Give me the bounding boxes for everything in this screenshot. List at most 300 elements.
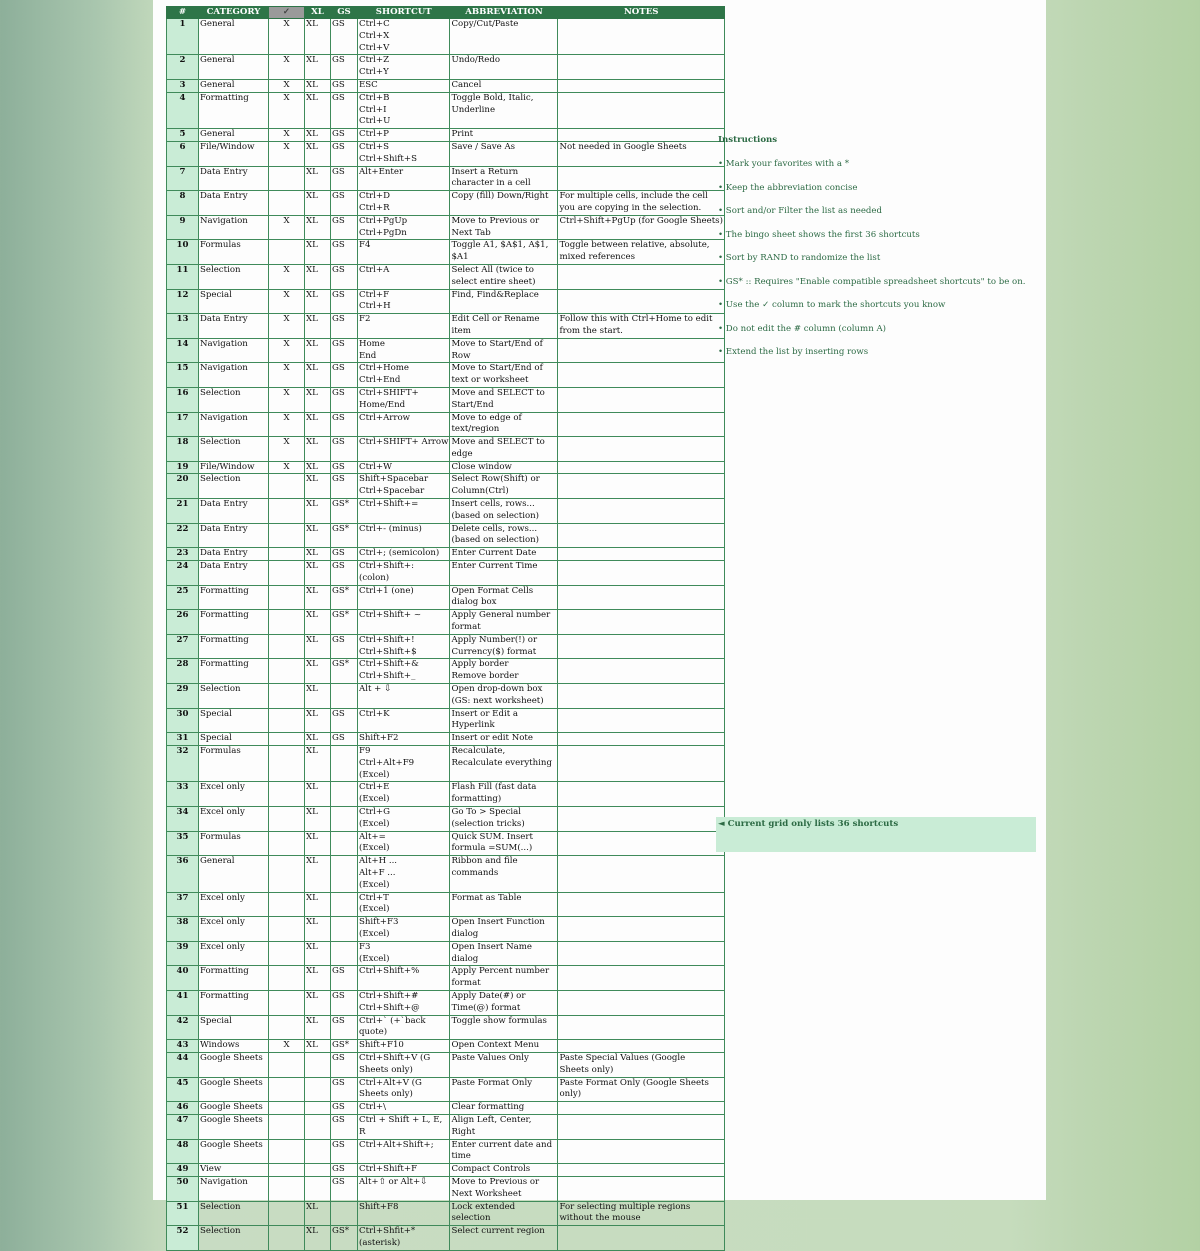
row-number-cell[interactable]: 14: [167, 338, 199, 363]
shortcut-cell[interactable]: Ctrl+Shift+=: [358, 499, 450, 524]
category-cell[interactable]: View: [199, 1164, 269, 1177]
category-cell[interactable]: Google Sheets: [199, 1102, 269, 1115]
abbreviation-cell[interactable]: Open drop-down box (GS: next worksheet): [450, 684, 558, 709]
check-cell[interactable]: [269, 1114, 305, 1139]
header-check[interactable]: ✓: [269, 7, 305, 19]
shortcut-cell[interactable]: Ctrl + Shift + L, E, R: [358, 1114, 450, 1139]
row-number-cell[interactable]: 44: [167, 1052, 199, 1077]
category-cell[interactable]: Selection: [199, 264, 269, 289]
check-cell[interactable]: [269, 1102, 305, 1115]
shortcut-cell[interactable]: Ctrl+PgUp Ctrl+PgDn: [358, 215, 450, 240]
row-number-cell[interactable]: 3: [167, 79, 199, 92]
abbreviation-cell[interactable]: Move to Start/End of text or worksheet: [450, 363, 558, 388]
shortcut-cell[interactable]: Ctrl+Shift+& Ctrl+Shift+_: [358, 659, 450, 684]
abbreviation-cell[interactable]: Enter Current Time: [450, 561, 558, 586]
category-cell[interactable]: General: [199, 55, 269, 80]
category-cell[interactable]: Formatting: [199, 990, 269, 1015]
row-number-cell[interactable]: 22: [167, 523, 199, 548]
shortcut-cell[interactable]: Ctrl+T (Excel): [358, 892, 450, 917]
xl-cell[interactable]: [305, 1139, 331, 1164]
check-cell[interactable]: X: [269, 141, 305, 166]
xl-cell[interactable]: XL: [305, 79, 331, 92]
check-cell[interactable]: [269, 1015, 305, 1040]
gs-cell[interactable]: GS: [331, 1164, 358, 1177]
row-number-cell[interactable]: 2: [167, 55, 199, 80]
abbreviation-cell[interactable]: Paste Format Only: [450, 1077, 558, 1102]
xl-cell[interactable]: XL: [305, 289, 331, 314]
notes-cell[interactable]: [558, 634, 725, 659]
row-number-cell[interactable]: 43: [167, 1040, 199, 1053]
shortcut-cell[interactable]: Alt+Enter: [358, 166, 450, 191]
check-cell[interactable]: [269, 684, 305, 709]
xl-cell[interactable]: XL: [305, 499, 331, 524]
check-cell[interactable]: [269, 856, 305, 892]
check-cell[interactable]: [269, 1052, 305, 1077]
check-cell[interactable]: [269, 1201, 305, 1226]
abbreviation-cell[interactable]: Apply Date(#) or Time(@) format: [450, 990, 558, 1015]
check-cell[interactable]: [269, 548, 305, 561]
gs-cell[interactable]: GS: [331, 474, 358, 499]
category-cell[interactable]: Data Entry: [199, 314, 269, 339]
header-notes[interactable]: NOTES: [558, 7, 725, 19]
notes-cell[interactable]: [558, 659, 725, 684]
check-cell[interactable]: [269, 659, 305, 684]
gs-cell[interactable]: GS: [331, 733, 358, 746]
shortcut-cell[interactable]: Ctrl+Alt+V (G Sheets only): [358, 1077, 450, 1102]
notes-cell[interactable]: [558, 708, 725, 733]
shortcut-cell[interactable]: ESC: [358, 79, 450, 92]
abbreviation-cell[interactable]: Paste Values Only: [450, 1052, 558, 1077]
check-cell[interactable]: [269, 941, 305, 966]
shortcut-cell[interactable]: Ctrl+S Ctrl+Shift+S: [358, 141, 450, 166]
abbreviation-cell[interactable]: Edit Cell or Rename item: [450, 314, 558, 339]
row-number-cell[interactable]: 17: [167, 412, 199, 437]
notes-cell[interactable]: [558, 1040, 725, 1053]
notes-cell[interactable]: [558, 289, 725, 314]
xl-cell[interactable]: XL: [305, 807, 331, 832]
notes-cell[interactable]: [558, 1102, 725, 1115]
xl-cell[interactable]: XL: [305, 782, 331, 807]
xl-cell[interactable]: XL: [305, 1201, 331, 1226]
abbreviation-cell[interactable]: Save / Save As: [450, 141, 558, 166]
shortcut-cell[interactable]: Ctrl+1 (one): [358, 585, 450, 610]
shortcut-cell[interactable]: Ctrl+P: [358, 129, 450, 142]
row-number-cell[interactable]: 12: [167, 289, 199, 314]
xl-cell[interactable]: XL: [305, 191, 331, 216]
gs-cell[interactable]: GS: [331, 314, 358, 339]
check-cell[interactable]: [269, 831, 305, 856]
category-cell[interactable]: Data Entry: [199, 548, 269, 561]
shortcut-cell[interactable]: Ctrl+Shift+# Ctrl+Shift+@: [358, 990, 450, 1015]
notes-cell[interactable]: [558, 166, 725, 191]
gs-cell[interactable]: GS: [331, 191, 358, 216]
gs-cell[interactable]: [331, 941, 358, 966]
notes-cell[interactable]: [558, 1164, 725, 1177]
category-cell[interactable]: Excel only: [199, 917, 269, 942]
category-cell[interactable]: Navigation: [199, 215, 269, 240]
row-number-cell[interactable]: 27: [167, 634, 199, 659]
shortcut-cell[interactable]: F2: [358, 314, 450, 339]
xl-cell[interactable]: [305, 1077, 331, 1102]
shortcut-cell[interactable]: Shift+Spacebar Ctrl+Spacebar: [358, 474, 450, 499]
gs-cell[interactable]: GS: [331, 1139, 358, 1164]
header-abbreviation[interactable]: ABBREVIATION: [450, 7, 558, 19]
category-cell[interactable]: Formulas: [199, 746, 269, 782]
xl-cell[interactable]: XL: [305, 892, 331, 917]
check-cell[interactable]: [269, 499, 305, 524]
gs-cell[interactable]: [331, 892, 358, 917]
abbreviation-cell[interactable]: Find, Find&Replace: [450, 289, 558, 314]
check-cell[interactable]: [269, 782, 305, 807]
gs-cell[interactable]: [331, 684, 358, 709]
notes-cell[interactable]: [558, 1114, 725, 1139]
gs-cell[interactable]: GS: [331, 240, 358, 265]
xl-cell[interactable]: XL: [305, 610, 331, 635]
abbreviation-cell[interactable]: Insert a Return character in a cell: [450, 166, 558, 191]
shortcut-cell[interactable]: Ctrl+; (semicolon): [358, 548, 450, 561]
row-number-cell[interactable]: 52: [167, 1226, 199, 1251]
notes-cell[interactable]: [558, 733, 725, 746]
abbreviation-cell[interactable]: Flash Fill (fast data formatting): [450, 782, 558, 807]
check-cell[interactable]: [269, 733, 305, 746]
category-cell[interactable]: Formatting: [199, 634, 269, 659]
xl-cell[interactable]: XL: [305, 437, 331, 462]
row-number-cell[interactable]: 47: [167, 1114, 199, 1139]
header-shortcut[interactable]: SHORTCUT: [358, 7, 450, 19]
category-cell[interactable]: Selection: [199, 1201, 269, 1226]
category-cell[interactable]: Selection: [199, 387, 269, 412]
xl-cell[interactable]: XL: [305, 746, 331, 782]
notes-cell[interactable]: [558, 92, 725, 128]
abbreviation-cell[interactable]: Move to Start/End of Row: [450, 338, 558, 363]
category-cell[interactable]: Navigation: [199, 363, 269, 388]
category-cell[interactable]: File/Window: [199, 141, 269, 166]
row-number-cell[interactable]: 4: [167, 92, 199, 128]
row-number-cell[interactable]: 38: [167, 917, 199, 942]
check-cell[interactable]: [269, 166, 305, 191]
row-number-cell[interactable]: 36: [167, 856, 199, 892]
row-number-cell[interactable]: 7: [167, 166, 199, 191]
abbreviation-cell[interactable]: Copy/Cut/Paste: [450, 19, 558, 55]
abbreviation-cell[interactable]: Insert or Edit a Hyperlink: [450, 708, 558, 733]
notes-cell[interactable]: [558, 782, 725, 807]
row-number-cell[interactable]: 23: [167, 548, 199, 561]
gs-cell[interactable]: GS: [331, 1176, 358, 1201]
category-cell[interactable]: Excel only: [199, 782, 269, 807]
shortcut-cell[interactable]: Shift+F10: [358, 1040, 450, 1053]
check-cell[interactable]: [269, 966, 305, 991]
abbreviation-cell[interactable]: Enter Current Date: [450, 548, 558, 561]
shortcut-cell[interactable]: Alt+H ... Alt+F ... (Excel): [358, 856, 450, 892]
gs-cell[interactable]: GS: [331, 338, 358, 363]
category-cell[interactable]: Navigation: [199, 412, 269, 437]
notes-cell[interactable]: [558, 264, 725, 289]
xl-cell[interactable]: XL: [305, 684, 331, 709]
xl-cell[interactable]: XL: [305, 314, 331, 339]
notes-cell[interactable]: [558, 79, 725, 92]
abbreviation-cell[interactable]: Move to Previous or Next Worksheet: [450, 1176, 558, 1201]
notes-cell[interactable]: [558, 561, 725, 586]
gs-cell[interactable]: [331, 831, 358, 856]
category-cell[interactable]: Formulas: [199, 240, 269, 265]
row-number-cell[interactable]: 29: [167, 684, 199, 709]
notes-cell[interactable]: [558, 917, 725, 942]
abbreviation-cell[interactable]: Go To > Special (selection tricks): [450, 807, 558, 832]
shortcut-cell[interactable]: Ctrl+Home Ctrl+End: [358, 363, 450, 388]
check-cell[interactable]: X: [269, 264, 305, 289]
notes-cell[interactable]: Paste Format Only (Google Sheets only): [558, 1077, 725, 1102]
check-cell[interactable]: X: [269, 55, 305, 80]
xl-cell[interactable]: XL: [305, 523, 331, 548]
abbreviation-cell[interactable]: Undo/Redo: [450, 55, 558, 80]
gs-cell[interactable]: GS: [331, 387, 358, 412]
category-cell[interactable]: Google Sheets: [199, 1077, 269, 1102]
gs-cell[interactable]: GS: [331, 215, 358, 240]
abbreviation-cell[interactable]: Print: [450, 129, 558, 142]
row-number-cell[interactable]: 39: [167, 941, 199, 966]
xl-cell[interactable]: XL: [305, 659, 331, 684]
check-cell[interactable]: X: [269, 1040, 305, 1053]
xl-cell[interactable]: XL: [305, 1015, 331, 1040]
gs-cell[interactable]: GS: [331, 990, 358, 1015]
gs-cell[interactable]: GS: [331, 92, 358, 128]
category-cell[interactable]: Selection: [199, 1226, 269, 1251]
row-number-cell[interactable]: 26: [167, 610, 199, 635]
abbreviation-cell[interactable]: Toggle A1, $A$1, A$1, $A1: [450, 240, 558, 265]
gs-cell[interactable]: GS: [331, 129, 358, 142]
notes-cell[interactable]: Paste Special Values (Google Sheets only): [558, 1052, 725, 1077]
gs-cell[interactable]: GS: [331, 363, 358, 388]
abbreviation-cell[interactable]: Toggle show formulas: [450, 1015, 558, 1040]
check-cell[interactable]: X: [269, 314, 305, 339]
abbreviation-cell[interactable]: Copy (fill) Down/Right: [450, 191, 558, 216]
row-number-cell[interactable]: 40: [167, 966, 199, 991]
xl-cell[interactable]: XL: [305, 264, 331, 289]
notes-cell[interactable]: [558, 684, 725, 709]
gs-cell[interactable]: [331, 782, 358, 807]
check-cell[interactable]: X: [269, 215, 305, 240]
row-number-cell[interactable]: 15: [167, 363, 199, 388]
row-number-cell[interactable]: 19: [167, 461, 199, 474]
row-number-cell[interactable]: 35: [167, 831, 199, 856]
row-number-cell[interactable]: 51: [167, 1201, 199, 1226]
gs-cell[interactable]: GS: [331, 141, 358, 166]
category-cell[interactable]: Data Entry: [199, 166, 269, 191]
xl-cell[interactable]: XL: [305, 55, 331, 80]
shortcut-cell[interactable]: Ctrl+F Ctrl+H: [358, 289, 450, 314]
gs-cell[interactable]: GS: [331, 1102, 358, 1115]
check-cell[interactable]: [269, 892, 305, 917]
category-cell[interactable]: Excel only: [199, 892, 269, 917]
abbreviation-cell[interactable]: Open Context Menu: [450, 1040, 558, 1053]
abbreviation-cell[interactable]: Delete cells, rows... (based on selection): [450, 523, 558, 548]
check-cell[interactable]: [269, 746, 305, 782]
gs-cell[interactable]: GS: [331, 289, 358, 314]
shortcut-cell[interactable]: Home End: [358, 338, 450, 363]
shortcut-cell[interactable]: Shift+F2: [358, 733, 450, 746]
gs-cell[interactable]: GS: [331, 166, 358, 191]
xl-cell[interactable]: XL: [305, 387, 331, 412]
category-cell[interactable]: Google Sheets: [199, 1139, 269, 1164]
header-num[interactable]: #: [167, 7, 199, 19]
gs-cell[interactable]: [331, 746, 358, 782]
check-cell[interactable]: [269, 1226, 305, 1251]
gs-cell[interactable]: GS: [331, 1114, 358, 1139]
notes-cell[interactable]: [558, 412, 725, 437]
category-cell[interactable]: Navigation: [199, 1176, 269, 1201]
category-cell[interactable]: Excel only: [199, 941, 269, 966]
gs-cell[interactable]: GS: [331, 55, 358, 80]
abbreviation-cell[interactable]: Apply Percent number format: [450, 966, 558, 991]
gs-cell[interactable]: GS: [331, 437, 358, 462]
abbreviation-cell[interactable]: Select All (twice to select entire sheet): [450, 264, 558, 289]
abbreviation-cell[interactable]: Open Format Cells dialog box: [450, 585, 558, 610]
shortcut-cell[interactable]: Alt+⇧ or Alt+⇩: [358, 1176, 450, 1201]
check-cell[interactable]: [269, 523, 305, 548]
row-number-cell[interactable]: 48: [167, 1139, 199, 1164]
notes-cell[interactable]: [558, 19, 725, 55]
xl-cell[interactable]: XL: [305, 733, 331, 746]
category-cell[interactable]: General: [199, 856, 269, 892]
shortcut-cell[interactable]: Ctrl+C Ctrl+X Ctrl+V: [358, 19, 450, 55]
xl-cell[interactable]: XL: [305, 19, 331, 55]
check-cell[interactable]: X: [269, 19, 305, 55]
check-cell[interactable]: X: [269, 461, 305, 474]
gs-cell[interactable]: GS: [331, 1077, 358, 1102]
notes-cell[interactable]: [558, 363, 725, 388]
gs-cell[interactable]: GS: [331, 79, 358, 92]
abbreviation-cell[interactable]: Move and SELECT to edge: [450, 437, 558, 462]
xl-cell[interactable]: XL: [305, 412, 331, 437]
notes-cell[interactable]: Not needed in Google Sheets: [558, 141, 725, 166]
gs-cell[interactable]: GS: [331, 634, 358, 659]
category-cell[interactable]: Special: [199, 733, 269, 746]
row-number-cell[interactable]: 49: [167, 1164, 199, 1177]
shortcut-cell[interactable]: Ctrl+E (Excel): [358, 782, 450, 807]
shortcut-cell[interactable]: Ctrl+Shift+: (colon): [358, 561, 450, 586]
row-number-cell[interactable]: 9: [167, 215, 199, 240]
row-number-cell[interactable]: 5: [167, 129, 199, 142]
abbreviation-cell[interactable]: Cancel: [450, 79, 558, 92]
shortcut-cell[interactable]: Alt + ⇩: [358, 684, 450, 709]
header-xl[interactable]: XL: [305, 7, 331, 19]
notes-cell[interactable]: [558, 55, 725, 80]
abbreviation-cell[interactable]: Close window: [450, 461, 558, 474]
gs-cell[interactable]: GS*: [331, 1040, 358, 1053]
row-number-cell[interactable]: 20: [167, 474, 199, 499]
row-number-cell[interactable]: 6: [167, 141, 199, 166]
gs-cell[interactable]: GS: [331, 1015, 358, 1040]
shortcut-cell[interactable]: Ctrl+Shift+V (G Sheets only): [358, 1052, 450, 1077]
shortcut-cell[interactable]: Ctrl+- (minus): [358, 523, 450, 548]
row-number-cell[interactable]: 30: [167, 708, 199, 733]
abbreviation-cell[interactable]: Open Insert Function dialog: [450, 917, 558, 942]
check-cell[interactable]: X: [269, 129, 305, 142]
shortcut-cell[interactable]: Ctrl+SHIFT+ Home/End: [358, 387, 450, 412]
abbreviation-cell[interactable]: Move to Previous or Next Tab: [450, 215, 558, 240]
category-cell[interactable]: Formatting: [199, 610, 269, 635]
xl-cell[interactable]: XL: [305, 966, 331, 991]
gs-cell[interactable]: GS: [331, 561, 358, 586]
check-cell[interactable]: X: [269, 289, 305, 314]
check-cell[interactable]: X: [269, 437, 305, 462]
shortcut-cell[interactable]: Ctrl+SHIFT+ Arrow: [358, 437, 450, 462]
xl-cell[interactable]: XL: [305, 338, 331, 363]
xl-cell[interactable]: XL: [305, 561, 331, 586]
check-cell[interactable]: [269, 1139, 305, 1164]
gs-cell[interactable]: [331, 856, 358, 892]
row-number-cell[interactable]: 18: [167, 437, 199, 462]
xl-cell[interactable]: XL: [305, 1226, 331, 1251]
xl-cell[interactable]: [305, 1114, 331, 1139]
row-number-cell[interactable]: 8: [167, 191, 199, 216]
notes-cell[interactable]: [558, 610, 725, 635]
shortcut-cell[interactable]: Ctrl+Shift+%: [358, 966, 450, 991]
category-cell[interactable]: Special: [199, 289, 269, 314]
shortcut-cell[interactable]: F9 Ctrl+Alt+F9 (Excel): [358, 746, 450, 782]
xl-cell[interactable]: XL: [305, 215, 331, 240]
check-cell[interactable]: [269, 191, 305, 216]
shortcut-cell[interactable]: Ctrl+Shift+F: [358, 1164, 450, 1177]
notes-cell[interactable]: [558, 585, 725, 610]
category-cell[interactable]: Formatting: [199, 92, 269, 128]
shortcut-cell[interactable]: Ctrl+Alt+Shift+;: [358, 1139, 450, 1164]
category-cell[interactable]: Data Entry: [199, 191, 269, 216]
abbreviation-cell[interactable]: Compact Controls: [450, 1164, 558, 1177]
notes-cell[interactable]: Toggle between relative, absolute, mixed references: [558, 240, 725, 265]
notes-cell[interactable]: [558, 990, 725, 1015]
check-cell[interactable]: [269, 561, 305, 586]
check-cell[interactable]: [269, 585, 305, 610]
check-cell[interactable]: [269, 634, 305, 659]
category-cell[interactable]: Windows: [199, 1040, 269, 1053]
abbreviation-cell[interactable]: Move and SELECT to Start/End: [450, 387, 558, 412]
notes-cell[interactable]: [558, 499, 725, 524]
xl-cell[interactable]: [305, 1176, 331, 1201]
row-number-cell[interactable]: 37: [167, 892, 199, 917]
row-number-cell[interactable]: 11: [167, 264, 199, 289]
notes-cell[interactable]: [558, 831, 725, 856]
notes-cell[interactable]: For multiple cells, include the cell you are copying in the selection.: [558, 191, 725, 216]
abbreviation-cell[interactable]: Open Insert Name dialog: [450, 941, 558, 966]
category-cell[interactable]: File/Window: [199, 461, 269, 474]
notes-cell[interactable]: [558, 1015, 725, 1040]
abbreviation-cell[interactable]: Ribbon and file commands: [450, 856, 558, 892]
check-cell[interactable]: [269, 240, 305, 265]
category-cell[interactable]: Special: [199, 1015, 269, 1040]
xl-cell[interactable]: XL: [305, 474, 331, 499]
gs-cell[interactable]: GS*: [331, 585, 358, 610]
gs-cell[interactable]: GS: [331, 412, 358, 437]
abbreviation-cell[interactable]: Apply border Remove border: [450, 659, 558, 684]
row-number-cell[interactable]: 32: [167, 746, 199, 782]
row-number-cell[interactable]: 33: [167, 782, 199, 807]
abbreviation-cell[interactable]: Insert or edit Note: [450, 733, 558, 746]
xl-cell[interactable]: XL: [305, 917, 331, 942]
shortcut-cell[interactable]: F3 (Excel): [358, 941, 450, 966]
row-number-cell[interactable]: 24: [167, 561, 199, 586]
abbreviation-cell[interactable]: Enter current date and time: [450, 1139, 558, 1164]
gs-cell[interactable]: GS*: [331, 523, 358, 548]
row-number-cell[interactable]: 42: [167, 1015, 199, 1040]
check-cell[interactable]: X: [269, 79, 305, 92]
xl-cell[interactable]: XL: [305, 548, 331, 561]
gs-cell[interactable]: GS: [331, 264, 358, 289]
xl-cell[interactable]: XL: [305, 634, 331, 659]
notes-cell[interactable]: [558, 856, 725, 892]
gs-cell[interactable]: GS*: [331, 659, 358, 684]
xl-cell[interactable]: XL: [305, 856, 331, 892]
